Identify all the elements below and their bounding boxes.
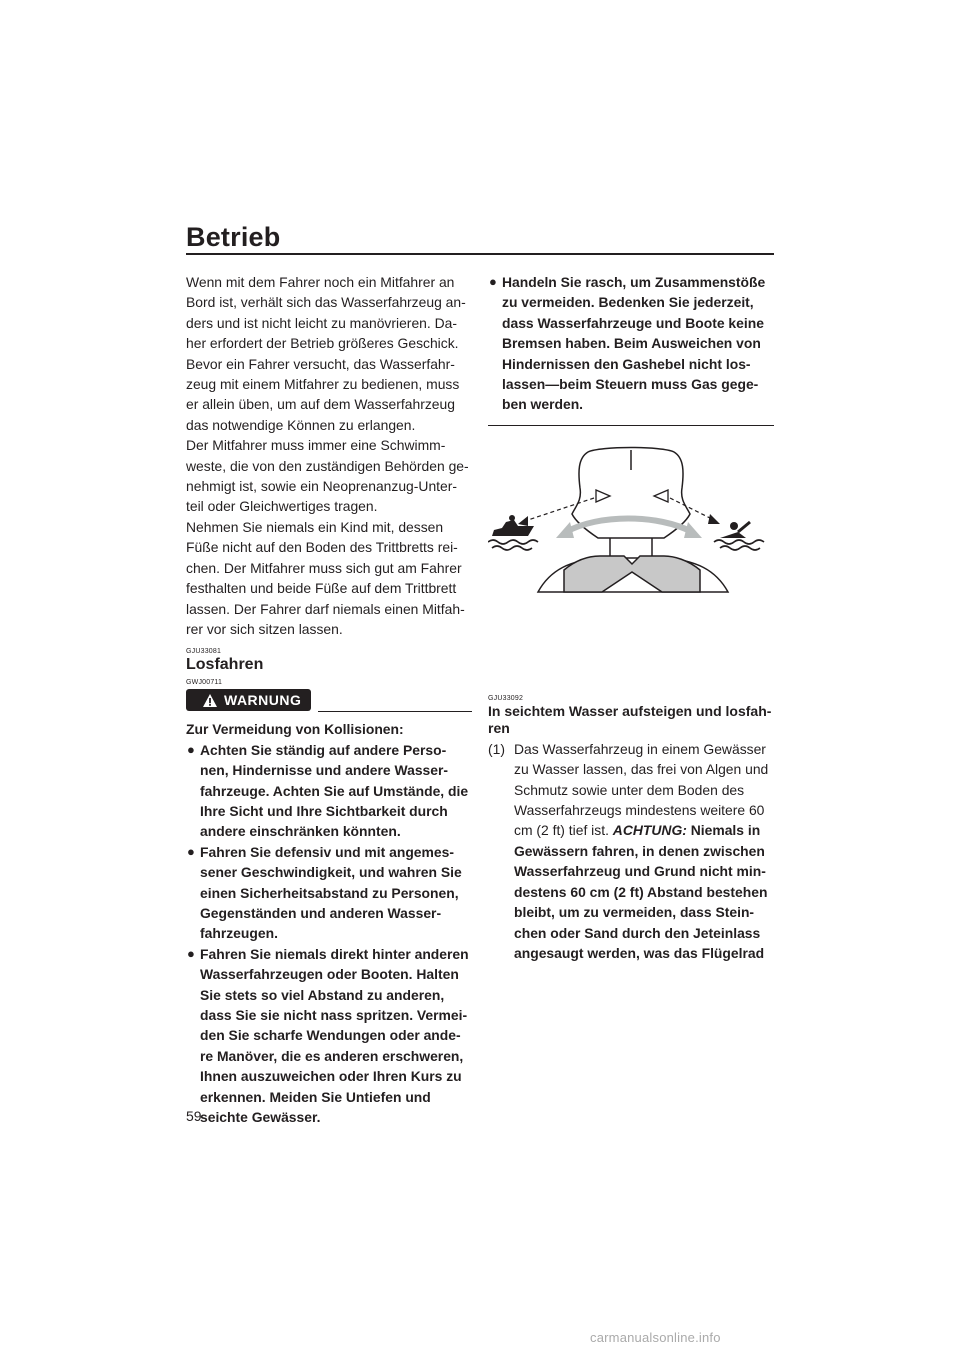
right-column — [488, 272, 774, 963]
warning-header — [186, 689, 472, 713]
bullet-dot-icon: ● — [187, 741, 195, 757]
numbered-step — [488, 739, 774, 963]
warning-code: GWJ00711 — [186, 679, 223, 687]
sight-arrow-right — [708, 514, 720, 524]
paragraph: Wenn mit dem Fahrer noch ein Mitfahrer an Bord ist, verhält sich das Wasserfahrzeug an-ders und ist nicht leicht zu manövrieren. Da-her erfordert der Betrieb größeres Geschick. Bevor ein Fahrer versucht, das Wasserfahr-zeug mit einem Mitfahrer zu bedienen, muss er allein üben, um auf dem Wasserfahrzeug das notwendige Können zu erlangen. — [186, 274, 466, 433]
bullet-dot-icon: ● — [187, 945, 195, 961]
paragraph: Nehmen Sie niemals ein Kind mit, dessen Füße nicht auf den Boden des Trittbretts rei-chen. Der Mitfahrer muss sich gut am Fahrer festhalten und beide Füße auf dem Trittbrett lassen. Der Fahrer darf niemals einen Mitfah-rer vor sich sitzen lassen. — [186, 518, 465, 637]
section-title: In seichtem Wasser aufsteigen und losfah-ren — [488, 702, 772, 736]
left-column — [186, 272, 472, 1127]
bullet-dot-icon: ● — [489, 274, 497, 289]
bullet-item: ● Fahren Sie niemals direkt hinter anderen Wasserfahrzeugen oder Booten. Halten Sie stets so viel Abstand zu anderen, dass Sie sie nicht nass spritzen. Vermei-den Sie scharfe Wendungen oder ande-re Manöver, die es anderen erschweren, Ihnen auszuweichen oder Ihren Kurs zu erkennen. Meiden Sie Untiefen und seichte Gewässer. — [187, 945, 469, 1126]
head-turn-arrowhead-right — [684, 522, 702, 538]
head-turn-arrowhead-left — [556, 522, 574, 538]
step-text: Das Wasserfahrzeug in einem Gewässer zu Wasser lassen, das frei von Algen und Schmutz sowie unter dem Boden des Wasserfahrzeugs mindestens weitere 60 cm (2 ft) tief ist. — [514, 740, 769, 839]
warning-line — [318, 711, 472, 712]
watercraft-icon — [488, 515, 538, 550]
bullet-item: ● Handeln Sie rasch, um Zusammenstöße zu vermeiden. Bedenken Sie jederzeit, dass Wasserfahrzeuge und Boote keine Bremsen haben. Beim Ausweichen von Hindernissen den Gashebel nicht los-lassen—beim Steuern muss Gas gege-ben werden. — [489, 274, 766, 413]
page-title: Betrieb — [186, 222, 281, 252]
bullet-item: ● Achten Sie ständig auf andere Perso-nen, Hindernisse und andere Wasser-fahrzeuge. Achten Sie auf Umstände, die Ihre Sicht und Ihre Sichtbarkeit durch andere einschränken könnten. — [187, 741, 469, 840]
title-rule — [186, 253, 774, 255]
caution-label: ACHTUNG: — [612, 822, 687, 839]
watermark: carmanualsonline.info — [590, 1330, 721, 1345]
step-number: (1) — [488, 740, 505, 757]
section-code: GJU33081 — [186, 648, 222, 656]
figure-head-turning-illustration — [488, 442, 774, 628]
section-code: GJU33092 — [488, 694, 524, 702]
bullet-dot-icon: ● — [187, 843, 195, 859]
bullet-item: ● Fahren Sie defensiv und mit angemes-sener Geschwindigkeit, und wahren Sie einen Sicherheitsabstand zu Personen, Gegenständen und anderen Wasser-fahrzeugen. — [187, 843, 462, 942]
caution-text: Niemals in Gewässern fahren, in denen zwischen Wasserfahrzeug und Grund nicht min-destens 60 cm (2 ft) Abstand bestehen bleibt, um zu vermeiden, dass Stein-chen oder Sand durch den Jeteinlass angesaugt werden, was das Flügelrad — [514, 822, 768, 961]
sight-arrow-left — [518, 516, 528, 526]
warning-badge — [186, 689, 311, 711]
warning-intro: Zur Vermeidung von Kollisionen: — [186, 721, 404, 738]
warning-triangle-icon — [202, 693, 218, 708]
paragraph: Der Mitfahrer muss immer eine Schwimm-weste, die von den zuständigen Behörden ge-nehmigt ist, sowie ein Neoprenanzug-Unter-teil oder Gleichwertiges tragen. — [186, 437, 469, 515]
warning-end-rule — [488, 425, 774, 426]
swimmer-icon — [714, 522, 764, 550]
page-number: 59 — [186, 1108, 202, 1124]
section-title: Losfahren — [186, 656, 264, 674]
warning-label: WARNUNG — [224, 692, 302, 709]
